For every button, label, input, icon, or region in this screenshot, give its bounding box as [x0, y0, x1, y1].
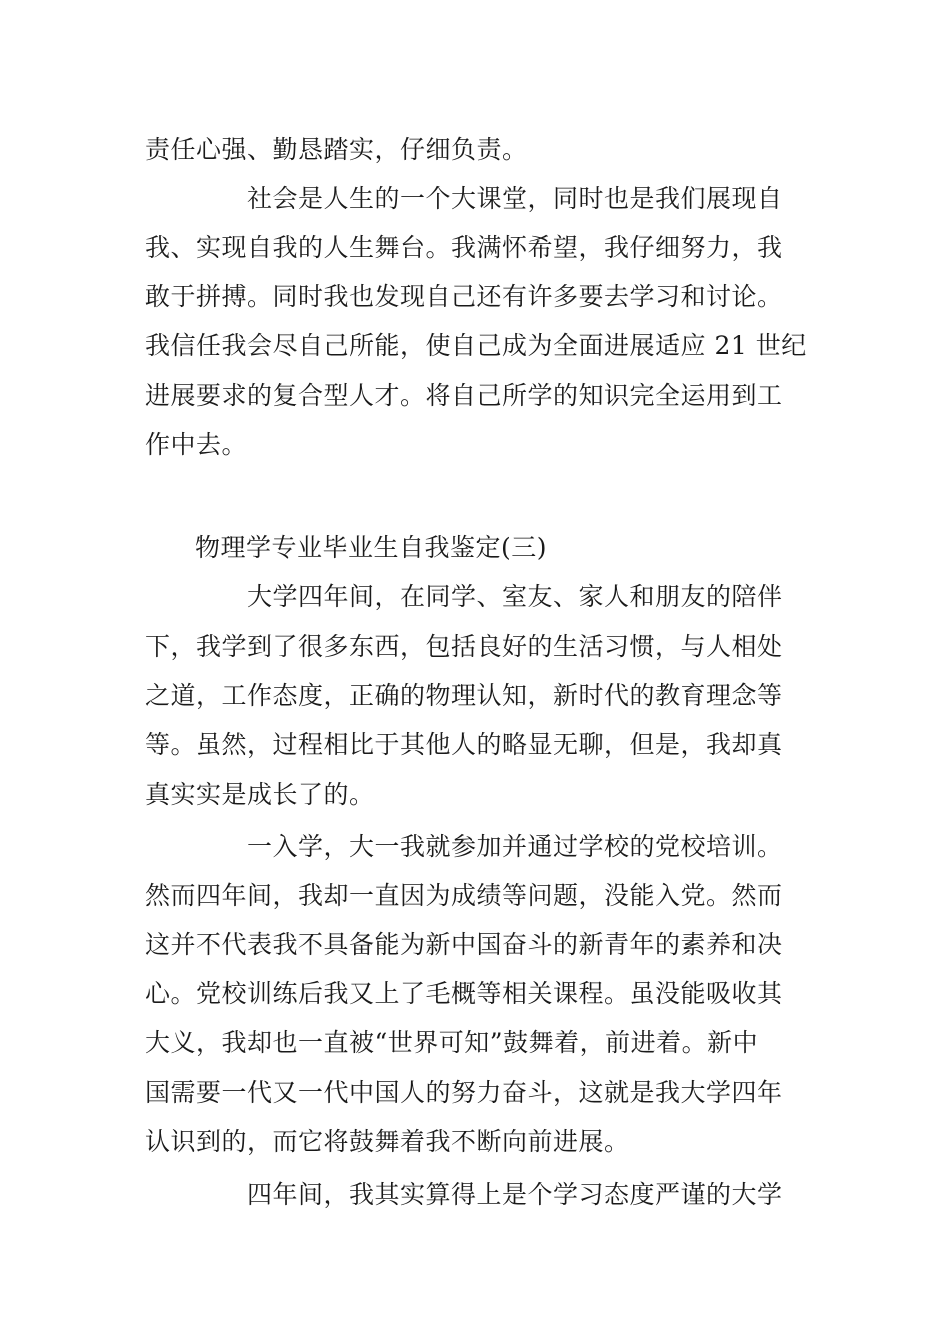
text-line: 作中去。: [145, 430, 248, 459]
text-line: 大义，我却也一直被“世界可知”鼓舞着，前进着。新中: [145, 1028, 759, 1057]
section-title: 物理学专业毕业生自我鉴定(三): [195, 533, 548, 562]
text-line: 责任心强、勤恳踏实，仔细负责。: [145, 135, 528, 164]
paragraph-first-line: 一入学，大一我就参加并通过学校的党校培训。: [247, 832, 783, 861]
text-line: 下，我学到了很多东西，包括良好的生活习惯，与人相处: [145, 632, 783, 661]
text-line: 心。党校训练后我又上了毛概等相关课程。虽没能吸收其: [145, 979, 783, 1008]
text-line: 我信任我会尽自己所能，使自己成为全面进展适应 21 世纪: [145, 331, 807, 360]
text-line: 我、实现自我的人生舞台。我满怀希望，我仔细努力，我: [145, 233, 783, 262]
paragraph-first-line: 四年间，我其实算得上是个学习态度严谨的大学: [247, 1180, 783, 1209]
text-line: 然而四年间，我却一直因为成绩等问题，没能入党。然而: [145, 881, 783, 910]
text-line: 等。虽然，过程相比于其他人的略显无聊，但是，我却真: [145, 730, 783, 759]
text-line: 认识到的，而它将鼓舞着我不断向前进展。: [145, 1127, 630, 1156]
text-line: 这并不代表我不具备能为新中国奋斗的新青年的素养和决: [145, 930, 783, 959]
paragraph-first-line: 社会是人生的一个大课堂，同时也是我们展现自: [247, 184, 783, 213]
text-line: 真实实是成长了的。: [145, 780, 375, 809]
paragraph-first-line: 大学四年间，在同学、室友、家人和朋友的陪伴: [247, 582, 783, 611]
text-line: 之道，工作态度，正确的物理认知，新时代的教育理念等: [145, 681, 783, 710]
text-line: 进展要求的复合型人才。将自己所学的知识完全运用到工: [145, 381, 783, 410]
text-line: 敢于拼搏。同时我也发现自己还有许多要去学习和讨论。: [145, 282, 783, 311]
text-line: 国需要一代又一代中国人的努力奋斗，这就是我大学四年: [145, 1078, 783, 1107]
